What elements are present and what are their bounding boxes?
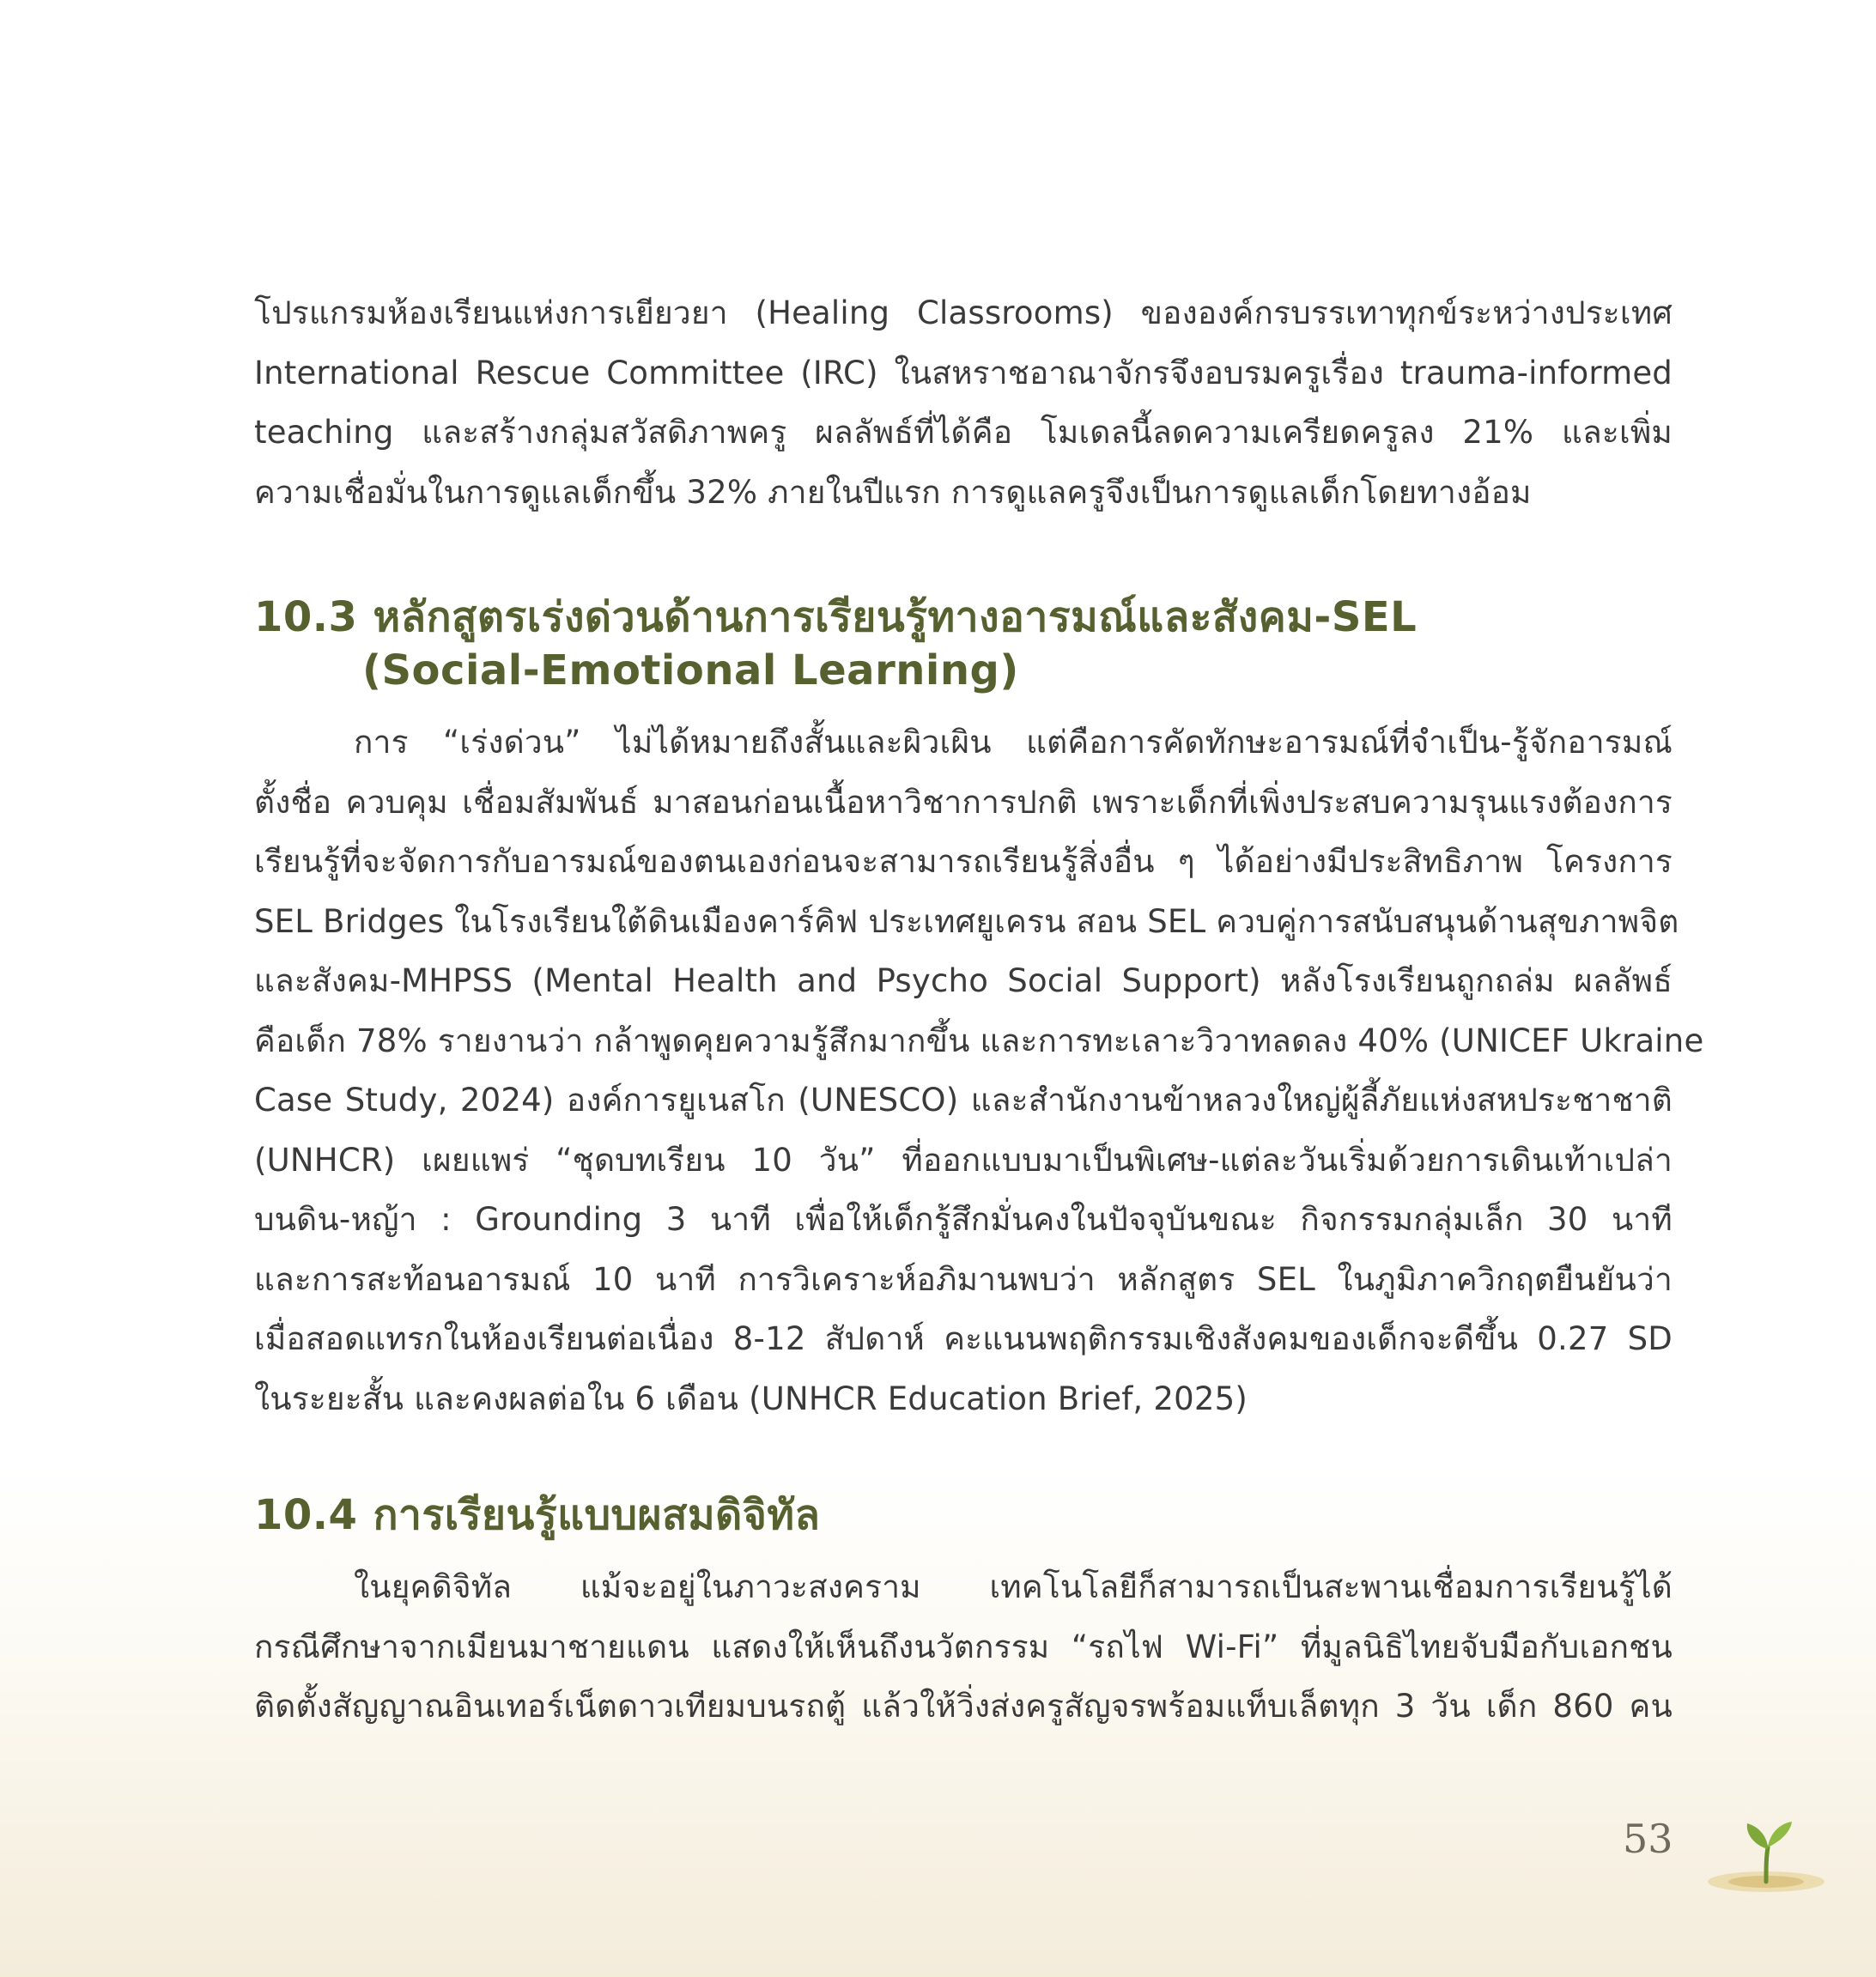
- paragraph-line: เรียนรู้ที่จะจัดการกับอารมณ์ของตนเองก่อนจะสามารถเรียนรู้สิ่งอื่น ๆ ได้อย่างมีประสิทธิภาพ โครงการ: [254, 843, 1673, 880]
- paragraph-line: ในยุคดิจิทัล แม้จะอยู่ในภาวะสงคราม เทคโนโลยีก็สามารถเป็นสะพานเชื่อมการเรียนรู้ได้: [354, 1568, 1673, 1605]
- section-10-4-paragraph: [254, 1557, 1673, 1737]
- paragraph-line: และการสะท้อนอารมณ์ 10 นาที การวิเคราะห์อภิมานพบว่า หลักสูตร SEL ในภูมิภาควิกฤตยืนยันว่า: [254, 1260, 1673, 1298]
- paragraph-line: บนดิน-หญ้า : Grounding 3 นาที เพื่อให้เด็กรู้สึกมั่นคงในปัจจุบันขณะ กิจกรรมกลุ่มเล็ก 30 นาที: [254, 1201, 1673, 1238]
- paragraph-line: การ “เร่งด่วน” ไม่ได้หมายถึงสั้นและผิวเผิน แต่คือการคัดทักษะอารมณ์ที่จำเป็น-รู้จักอารมณ์: [354, 724, 1673, 761]
- section-number: 10.3: [254, 593, 358, 641]
- page-content: [254, 283, 1704, 1737]
- paragraph-line: Case Study, 2024) องค์การยูเนสโก (UNESCO) และสำนักงานข้าหลวงใหญ่ผู้ลี้ภัยแห่งสหประชาชาติ: [254, 1082, 1673, 1119]
- sprout-icon: [1696, 1803, 1833, 1897]
- intro-line: International Rescue Committee (IRC) ในสหราชอาณาจักรจึงอบรมครูเรื่อง trauma-informed: [254, 354, 1673, 391]
- page-number: 53: [1623, 1816, 1673, 1862]
- intro-line: ความเชื่อมั่นในการดูแลเด็กขึ้น 32% ภายในปีแรก การดูแลครูจึงเป็นการดูแลเด็กโดยทางอ้อม: [254, 473, 1532, 511]
- paragraph-line: (UNHCR) เผยแพร่ “ชุดบทเรียน 10 วัน” ที่ออกแบบมาเป็นพิเศษ-แต่ละวันเริ่มด้วยการเดินเท้าเปล่า: [254, 1141, 1673, 1179]
- section-subtitle: (Social-Emotional Learning): [362, 646, 1019, 694]
- section-10-3-paragraph: [254, 713, 1704, 1428]
- intro-line: teaching และสร้างกลุ่มสวัสดิภาพครู ผลลัพธ์ที่ได้คือ โมเดลนี้ลดความเครียดครูลง 21% และเพิ่ม: [254, 414, 1673, 451]
- section-10-3-heading: [254, 591, 1673, 697]
- section-title: การเรียนรู้แบบผสมดิจิทัล: [373, 1491, 821, 1539]
- paragraph-line: ตั้งชื่อ ควบคุม เชื่อมสัมพันธ์ มาสอนก่อนเนื้อหาวิชาการปกติ เพราะเด็กที่เพิ่งประสบความรุนแรงต้องการ: [254, 783, 1673, 821]
- section-10-4-heading: [254, 1489, 1673, 1542]
- paragraph-line: และสังคม-MHPSS (Mental Health and Psycho Social Support) หลังโรงเรียนถูกถล่ม ผลลัพธ์: [254, 962, 1673, 999]
- section-title: หลักสูตรเร่งด่วนด้านการเรียนรู้ทางอารมณ์และสังคม-SEL: [373, 593, 1418, 641]
- section-number: 10.4: [254, 1491, 358, 1539]
- paragraph-line: SEL Bridges ในโรงเรียนใต้ดินเมืองคาร์คิฟ ประเทศยูเครน สอน SEL ควบคู่การสนับสนุนด้านสุขภาพจิต: [254, 902, 1679, 940]
- paragraph-line: คือเด็ก 78% รายงานว่า กล้าพูดคุยความรู้สึกมากขึ้น และการทะเลาะวิวาทลดลง 40% (UNICEF Ukraine: [254, 1022, 1704, 1059]
- paragraph-line: ติดตั้งสัญญาณอินเทอร์เน็ตดาวเทียมบนรถตู้ แล้วให้วิ่งส่งครูสัญจรพร้อมแท็บเล็ตทุก 3 วัน เด็ก 860 คน: [254, 1688, 1673, 1725]
- paragraph-line: ในระยะสั้น และคงผลต่อใน 6 เดือน (UNHCR Education Brief, 2025): [254, 1380, 1248, 1417]
- intro-paragraph: [254, 283, 1673, 522]
- paragraph-line: กรณีศึกษาจากเมียนมาชายแดน แสดงให้เห็นถึงนวัตกรรม “รถไฟ Wi-Fi” ที่มูลนิธิไทยจับมือกับเอกชน: [254, 1628, 1673, 1665]
- intro-line: โปรแกรมห้องเรียนแห่งการเยียวยา (Healing Classrooms) ขององค์กรบรรเทาทุกข์ระหว่างประเทศ: [254, 294, 1673, 331]
- paragraph-line: เมื่อสอดแทรกในห้องเรียนต่อเนื่อง 8-12 สัปดาห์ คะแนนพฤติกรรมเชิงสังคมของเด็กจะดีขึ้น 0.27 SD: [254, 1320, 1673, 1357]
